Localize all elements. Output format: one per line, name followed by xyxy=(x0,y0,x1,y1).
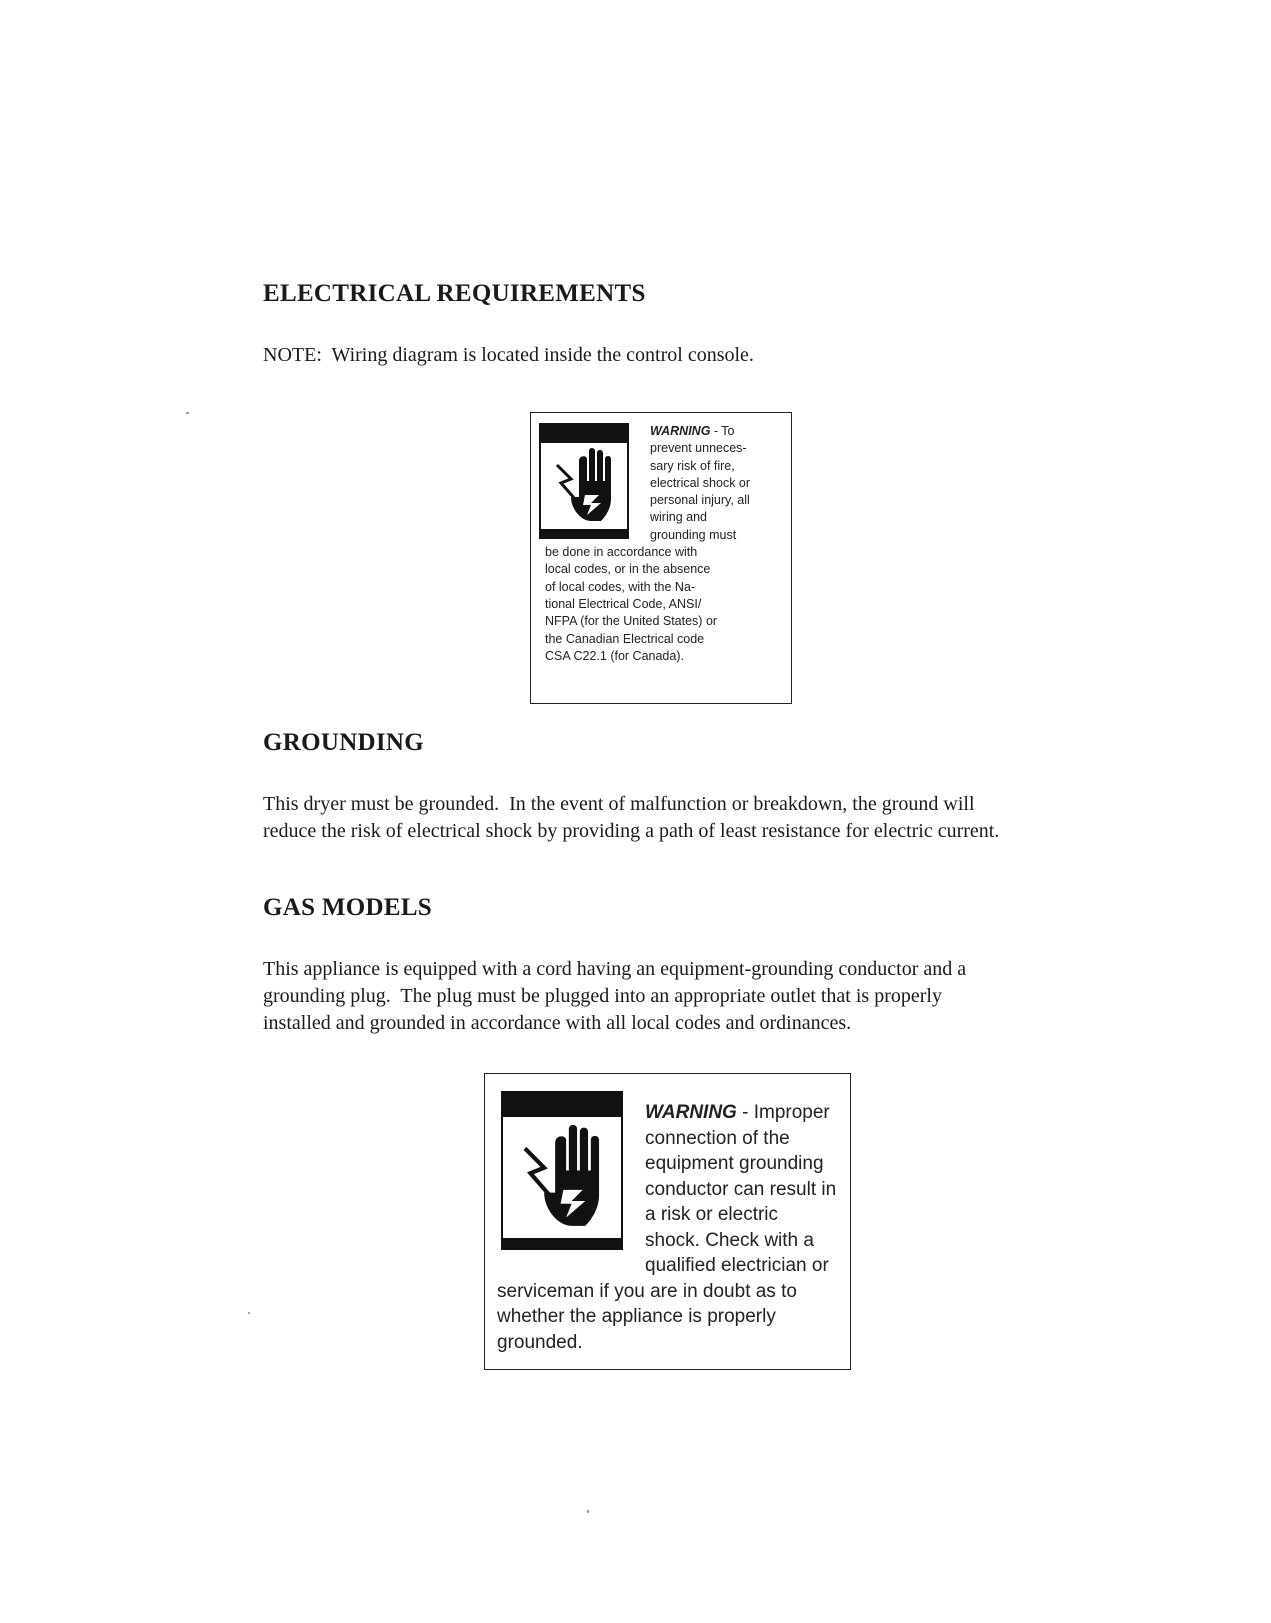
warning-line: connection of the xyxy=(645,1127,790,1149)
warning-box-wiring xyxy=(530,412,792,704)
paragraph-line: grounding plug. The plug must be plugged into an appropriate outlet that is properly xyxy=(263,985,942,1007)
warning-text-grounding xyxy=(497,1100,836,1355)
wiring-diagram-note: NOTE: Wiring diagram is located inside the control console. xyxy=(263,344,754,366)
warning-line: grounding must xyxy=(650,527,737,542)
warning-line: conductor can result in xyxy=(645,1178,837,1200)
section-heading-grounding: GROUNDING xyxy=(263,729,425,756)
warning-keyword: WARNING xyxy=(645,1102,737,1123)
scan-speck xyxy=(587,1510,589,1513)
gas-models-paragraph xyxy=(263,956,966,1037)
scan-speck xyxy=(186,412,189,414)
warning-line: equipment grounding xyxy=(645,1153,824,1174)
section-heading-gas-models: GAS MODELS xyxy=(263,894,433,921)
warning-box-grounding xyxy=(484,1073,851,1370)
warning-line: a risk or electric xyxy=(645,1204,779,1225)
warning-line: NFPA (for the United States) or xyxy=(545,614,718,629)
section-heading-electrical-requirements: ELECTRICAL REQUIREMENTS xyxy=(263,280,646,307)
warning-line: tional Electrical Code, ANSI/ xyxy=(545,596,702,611)
warning-keyword: WARNING xyxy=(650,424,711,438)
warning-line xyxy=(545,423,750,440)
warning-line: prevent unneces- xyxy=(650,441,747,456)
warning-text-wiring xyxy=(545,423,750,665)
warning-line-text: - To xyxy=(710,424,735,438)
grounding-paragraph xyxy=(263,791,999,845)
warning-line: personal injury, all xyxy=(650,493,750,508)
warning-line-text: - Improper xyxy=(736,1102,830,1123)
paragraph-line: installed and grounded in accordance with all local codes and ordinances. xyxy=(263,1012,852,1034)
warning-line: local codes, or in the absence xyxy=(545,562,711,577)
warning-line: of local codes, with the Na- xyxy=(545,579,696,594)
warning-line: shock. Check with a xyxy=(645,1229,814,1251)
paragraph-line: reduce the risk of electrical shock by providing a path of least resistance for electric current. xyxy=(263,820,1000,842)
warning-line: the Canadian Electrical code xyxy=(545,631,705,646)
warning-line: qualified electrician or xyxy=(645,1255,829,1276)
paragraph-line: This appliance is equipped with a cord having an equipment-grounding conductor and a xyxy=(263,958,967,980)
warning-line: CSA C22.1 (for Canada). xyxy=(545,648,684,663)
warning-line: be done in accordance with xyxy=(545,545,698,560)
warning-line: grounded. xyxy=(497,1331,583,1353)
warning-line: sary risk of fire, xyxy=(650,458,735,473)
warning-line: whether the appliance is properly xyxy=(497,1306,776,1327)
scan-speck xyxy=(248,1312,250,1314)
paragraph-line: This dryer must be grounded. In the event of malfunction or breakdown, the ground will xyxy=(263,793,975,815)
warning-line: wiring and xyxy=(650,510,707,525)
warning-line: serviceman if you are in doubt as to xyxy=(497,1280,797,1302)
warning-line xyxy=(497,1100,836,1126)
warning-line: electrical shock or xyxy=(650,475,751,490)
